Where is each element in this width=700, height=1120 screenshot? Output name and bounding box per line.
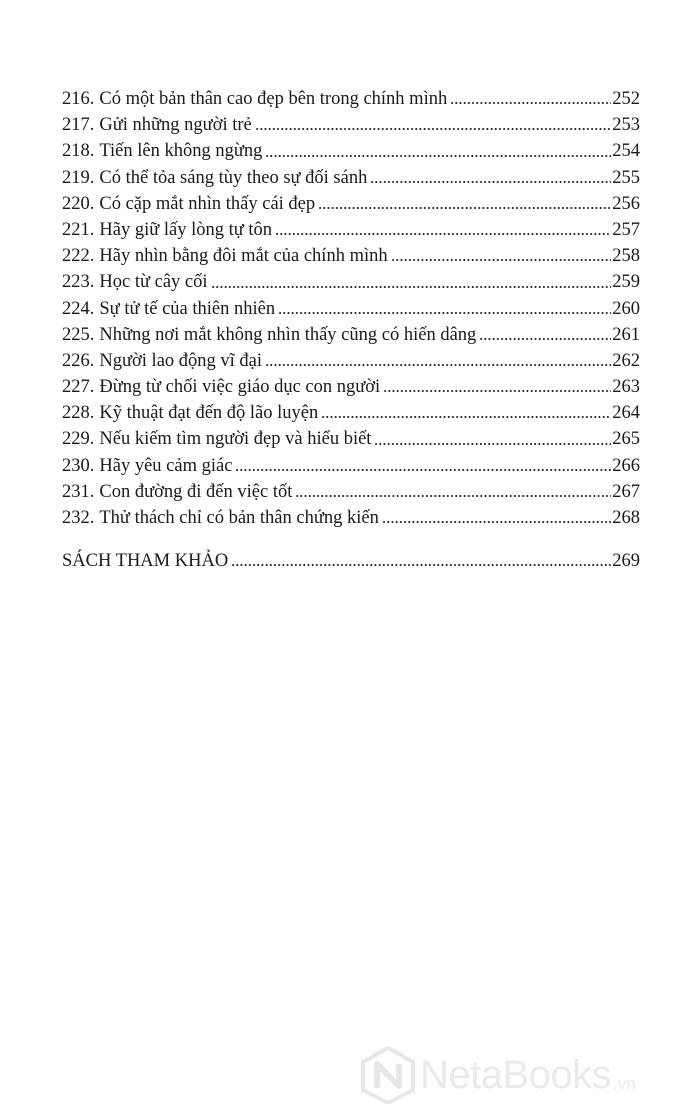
toc-section-title: SÁCH THAM KHẢO bbox=[62, 551, 229, 572]
toc-entry-title: Sự tử tế của thiên nhiên bbox=[99, 298, 276, 319]
dot-leader bbox=[295, 494, 611, 498]
toc-entry-title: Học từ cây cối bbox=[99, 272, 208, 293]
toc-entry-number: 217. bbox=[62, 115, 95, 136]
toc-entry-number: 226. bbox=[62, 350, 95, 371]
toc-entry-number: 225. bbox=[62, 324, 95, 345]
toc-entry[interactable] bbox=[62, 426, 640, 452]
toc-entry-page: 260 bbox=[612, 298, 640, 319]
watermark-tld: .vn bbox=[613, 1074, 636, 1093]
toc-entry-number: 219. bbox=[62, 167, 95, 188]
toc-entry-number: 220. bbox=[62, 193, 95, 214]
toc-entry[interactable] bbox=[62, 243, 640, 269]
dot-leader bbox=[391, 258, 612, 262]
netabooks-watermark bbox=[360, 1046, 636, 1104]
toc-entry-number: 229. bbox=[62, 429, 95, 450]
toc-entry-page: 254 bbox=[612, 141, 640, 162]
toc-entry[interactable] bbox=[62, 191, 640, 217]
toc-entry-number: 216. bbox=[62, 89, 95, 109]
toc-entry-title: Con đường đi đến việc tốt bbox=[99, 481, 293, 502]
toc-entry-number: 223. bbox=[62, 272, 95, 293]
toc-entry-title: Kỹ thuật đạt đến độ lão luyện bbox=[99, 403, 319, 424]
dot-leader bbox=[278, 311, 611, 315]
toc-section-page: 269 bbox=[612, 551, 640, 572]
watermark-brand: NetaBooks bbox=[420, 1052, 612, 1097]
dot-leader bbox=[265, 363, 611, 367]
toc-entry-number: 222. bbox=[62, 246, 95, 267]
toc-entry-number: 218. bbox=[62, 141, 95, 162]
dot-leader bbox=[382, 520, 611, 524]
toc-entry-number: 224. bbox=[62, 298, 95, 319]
table-of-contents bbox=[62, 86, 640, 574]
toc-entry[interactable] bbox=[62, 400, 640, 426]
dot-leader bbox=[318, 206, 611, 210]
toc-entry-number: 228. bbox=[62, 403, 95, 424]
toc-entry-number: 232. bbox=[62, 508, 95, 528]
toc-entry[interactable] bbox=[62, 296, 640, 322]
dot-leader bbox=[275, 232, 611, 236]
toc-entry[interactable] bbox=[62, 374, 640, 400]
toc-entry[interactable] bbox=[62, 86, 640, 112]
dot-leader bbox=[479, 337, 611, 341]
toc-entry-title: Thử thách chỉ có bản thân chứng kiến bbox=[99, 508, 379, 528]
dot-leader bbox=[211, 285, 612, 289]
dot-leader bbox=[231, 563, 611, 567]
toc-entry-number: 221. bbox=[62, 219, 95, 240]
toc-entry-number: 231. bbox=[62, 481, 95, 502]
toc-entry-title: Hãy giữ lấy lòng tự tôn bbox=[99, 219, 273, 240]
toc-entry-page: 268 bbox=[612, 508, 640, 528]
toc-entry-title: Những nơi mắt không nhìn thấy cũng có hiến dâng bbox=[99, 324, 477, 345]
dot-leader bbox=[374, 442, 611, 446]
toc-entry-title: Đừng từ chối việc giáo dục con người bbox=[99, 377, 381, 398]
toc-entry-list bbox=[62, 86, 640, 531]
toc-section-references[interactable] bbox=[62, 548, 640, 574]
toc-entry-page: 262 bbox=[612, 350, 640, 371]
dot-leader bbox=[321, 415, 611, 419]
toc-entry[interactable] bbox=[62, 322, 640, 348]
toc-entry-page: 255 bbox=[612, 167, 640, 188]
toc-entry[interactable] bbox=[62, 453, 640, 479]
toc-entry-title: Gửi những người trẻ bbox=[99, 115, 252, 136]
toc-entry-title: Hãy nhìn bằng đôi mắt của chính mình bbox=[99, 246, 388, 267]
toc-entry-page: 252 bbox=[612, 89, 640, 109]
toc-entry-page: 266 bbox=[612, 455, 640, 476]
dot-leader bbox=[235, 468, 611, 472]
toc-entry[interactable] bbox=[62, 217, 640, 243]
toc-entry-title: Có thể tỏa sáng tùy theo sự đối sánh bbox=[99, 167, 368, 188]
toc-entry-page: 257 bbox=[612, 219, 640, 240]
toc-entry-page: 258 bbox=[612, 246, 640, 267]
dot-leader bbox=[265, 154, 611, 158]
dot-leader bbox=[255, 127, 611, 131]
toc-entry[interactable] bbox=[62, 165, 640, 191]
toc-entry[interactable] bbox=[62, 505, 640, 531]
toc-entry-page: 265 bbox=[612, 429, 640, 450]
toc-entry-title: Tiến lên không ngừng bbox=[99, 141, 263, 162]
dot-leader bbox=[450, 101, 611, 105]
toc-entry-page: 256 bbox=[612, 193, 640, 214]
dot-leader bbox=[383, 389, 611, 393]
toc-entry-page: 261 bbox=[612, 324, 640, 345]
toc-entry[interactable] bbox=[62, 112, 640, 138]
toc-entry-page: 253 bbox=[612, 115, 640, 136]
toc-entry-page: 264 bbox=[612, 403, 640, 424]
toc-entry-number: 227. bbox=[62, 377, 95, 398]
toc-entry-title: Có cặp mắt nhìn thấy cái đẹp bbox=[99, 193, 316, 214]
toc-entry-number: 230. bbox=[62, 455, 95, 476]
toc-entry-title: Người lao động vĩ đại bbox=[99, 350, 263, 371]
toc-entry-page: 267 bbox=[612, 481, 640, 502]
toc-entry[interactable] bbox=[62, 348, 640, 374]
toc-entry[interactable] bbox=[62, 138, 640, 164]
toc-entry-title: Nếu kiếm tìm người đẹp và hiểu biết bbox=[99, 429, 372, 450]
toc-entry-title: Hãy yêu cảm giác bbox=[99, 455, 233, 476]
toc-entry[interactable] bbox=[62, 479, 640, 505]
toc-entry-page: 263 bbox=[612, 377, 640, 398]
toc-entry-page: 259 bbox=[612, 272, 640, 293]
toc-entry[interactable] bbox=[62, 269, 640, 295]
dot-leader bbox=[370, 180, 611, 184]
netabooks-logo-icon bbox=[360, 1046, 416, 1104]
toc-entry-title: Có một bản thân cao đẹp bên trong chính mình bbox=[99, 89, 448, 109]
